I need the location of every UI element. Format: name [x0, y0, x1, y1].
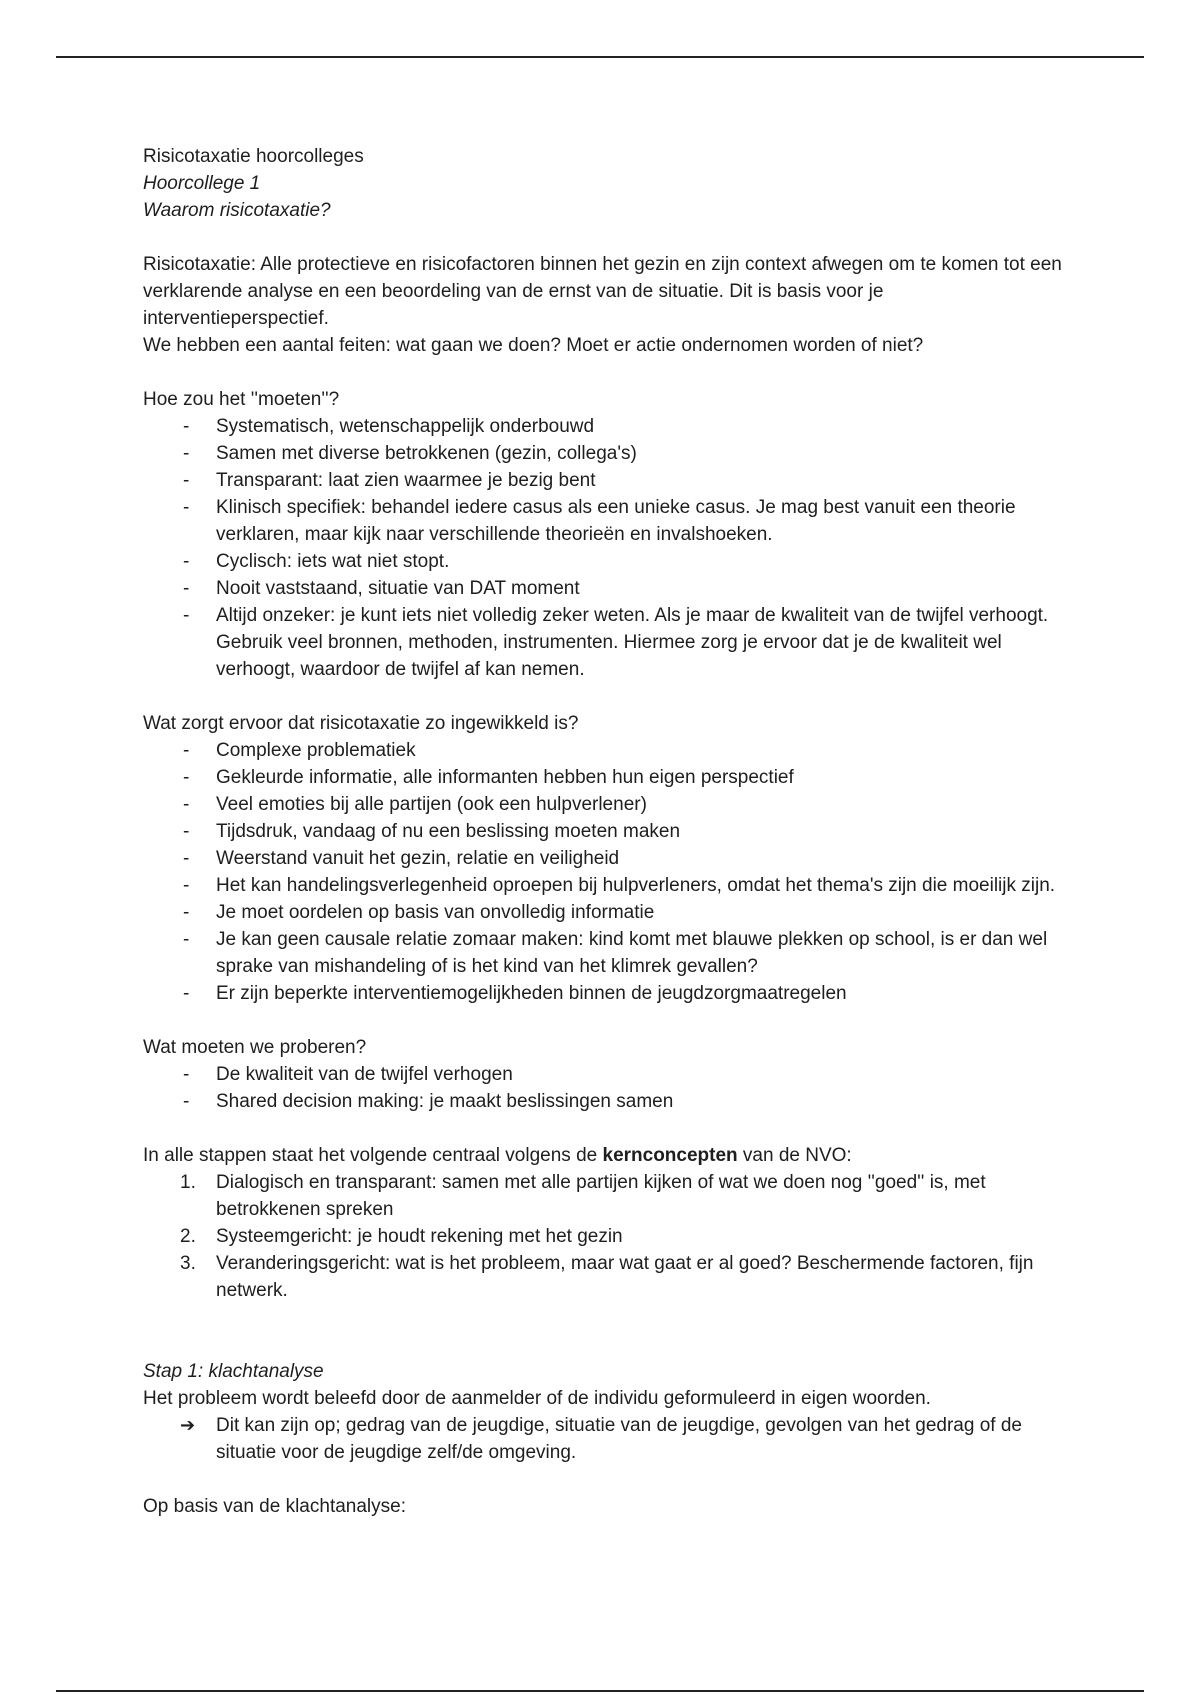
list-item: - Altijd onzeker: je kunt iets niet volledig zeker weten. Als je maar de kwaliteit van de twijfel verhoogt. Gebruik veel bronnen, methoden, instrumenten. Hiermee zorg je ervoor dat je de kwaliteit wel verhoogt, waardoor de twijfel af kan nemen.: [143, 602, 1063, 683]
facts-paragraph: We hebben een aantal feiten: wat gaan we doen? Moet er actie ondernomen worden of niet?: [143, 335, 924, 356]
list-item: - Cyclisch: iets wat niet stopt.: [143, 548, 1063, 575]
document-title: Risicotaxatie hoorcolleges: [143, 146, 364, 167]
list-item: 1. Dialogisch en transparant: samen met alle partijen kijken of wat we doen nog ''goed'' is, met betrokkenen spreken: [180, 1172, 986, 1220]
document-body: [143, 143, 1063, 1520]
list-item: - Het kan handelingsverlegenheid oproepen bij hulpverleners, omdat het thema's zijn die moeilijk zijn.: [143, 872, 1063, 899]
bottom-rule: [56, 1690, 1144, 1692]
how-heading: Hoe zou het ''moeten''?: [143, 389, 340, 410]
list-item: - Klinisch specifiek: behandel iedere casus als een unieke casus. Je mag best vanuit een theorie verklaren, maar kijk naar verschillende theorieën en invalshoeken.: [143, 494, 1063, 548]
complex-heading: Wat zorgt ervoor dat risicotaxatie zo ingewikkeld is?: [143, 713, 579, 734]
list-item: - Er zijn beperkte interventiemogelijkheden binnen de jeugdzorgmaatregelen: [143, 980, 1063, 1007]
list-item: - Tijdsdruk, vandaag of nu een beslissing moeten maken: [143, 818, 1063, 845]
core-intro: In alle stappen staat het volgende centraal volgens de kernconcepten van de NVO:: [143, 1145, 852, 1166]
how-list: [143, 413, 1063, 683]
list-item: - Nooit vaststaand, situatie van DAT moment: [143, 575, 1063, 602]
list-item: - Complexe problematiek: [143, 737, 1063, 764]
step1-text: Het probleem wordt beleefd door de aanmelder of de individu geformuleerd in eigen woorden.: [143, 1388, 931, 1409]
try-heading: Wat moeten we proberen?: [143, 1037, 367, 1058]
list-item: - Gekleurde informatie, alle informanten hebben hun eigen perspectief: [143, 764, 1063, 791]
definition-paragraph: Risicotaxatie: Alle protectieve en risicofactoren binnen het gezin en zijn context afwegen om te komen tot een verklarende analyse en een beoordeling van de ernst van de situatie. Dit is basis voor je interventieperspectief.: [143, 254, 1062, 329]
arrow-icon: ➔: [180, 1415, 196, 1435]
list-item: - Transparant: laat zien waarmee je bezig bent: [143, 467, 1063, 494]
core-concepts-bold: kernconcepten: [602, 1145, 738, 1166]
step1-arrow-list: [143, 1412, 1063, 1466]
top-rule: [56, 56, 1144, 58]
list-item: 2. Systeemgericht: je houdt rekening met het gezin: [180, 1226, 623, 1247]
list-item: - Systematisch, wetenschappelijk onderbouwd: [143, 413, 1063, 440]
list-item: - Je moet oordelen op basis van onvolledig informatie: [143, 899, 1063, 926]
step1-basis: Op basis van de klachtanalyse:: [143, 1496, 406, 1517]
list-item: - Samen met diverse betrokkenen (gezin, collega's): [143, 440, 1063, 467]
list-item: - Weerstand vanuit het gezin, relatie en veiligheid: [143, 845, 1063, 872]
list-item: ➔ Dit kan zijn op; gedrag van de jeugdige, situatie van de jeugdige, gevolgen van het gedrag of de situatie voor de jeugdige zelf/de omgeving.: [143, 1412, 1063, 1466]
complex-list: [143, 737, 1063, 1007]
section-question: Waarom risicotaxatie?: [143, 200, 331, 221]
list-item: 3. Veranderingsgericht: wat is het probleem, maar wat gaat er al goed? Beschermende factoren, fijn netwerk.: [180, 1253, 1034, 1301]
list-item: - Veel emoties bij alle partijen (ook een hulpverlener): [143, 791, 1063, 818]
lecture-heading: Hoorcollege 1: [143, 173, 261, 194]
list-item: - Je kan geen causale relatie zomaar maken: kind komt met blauwe plekken op school, is er dan wel sprake van mishandeling of is het kind van het klimrek gevallen?: [143, 926, 1063, 980]
core-list: [143, 1169, 1063, 1304]
list-item: - De kwaliteit van de twijfel verhogen: [143, 1061, 1063, 1088]
step1-heading: Stap 1: klachtanalyse: [143, 1361, 324, 1382]
try-list: [143, 1061, 1063, 1115]
list-item: - Shared decision making: je maakt beslissingen samen: [143, 1088, 1063, 1115]
